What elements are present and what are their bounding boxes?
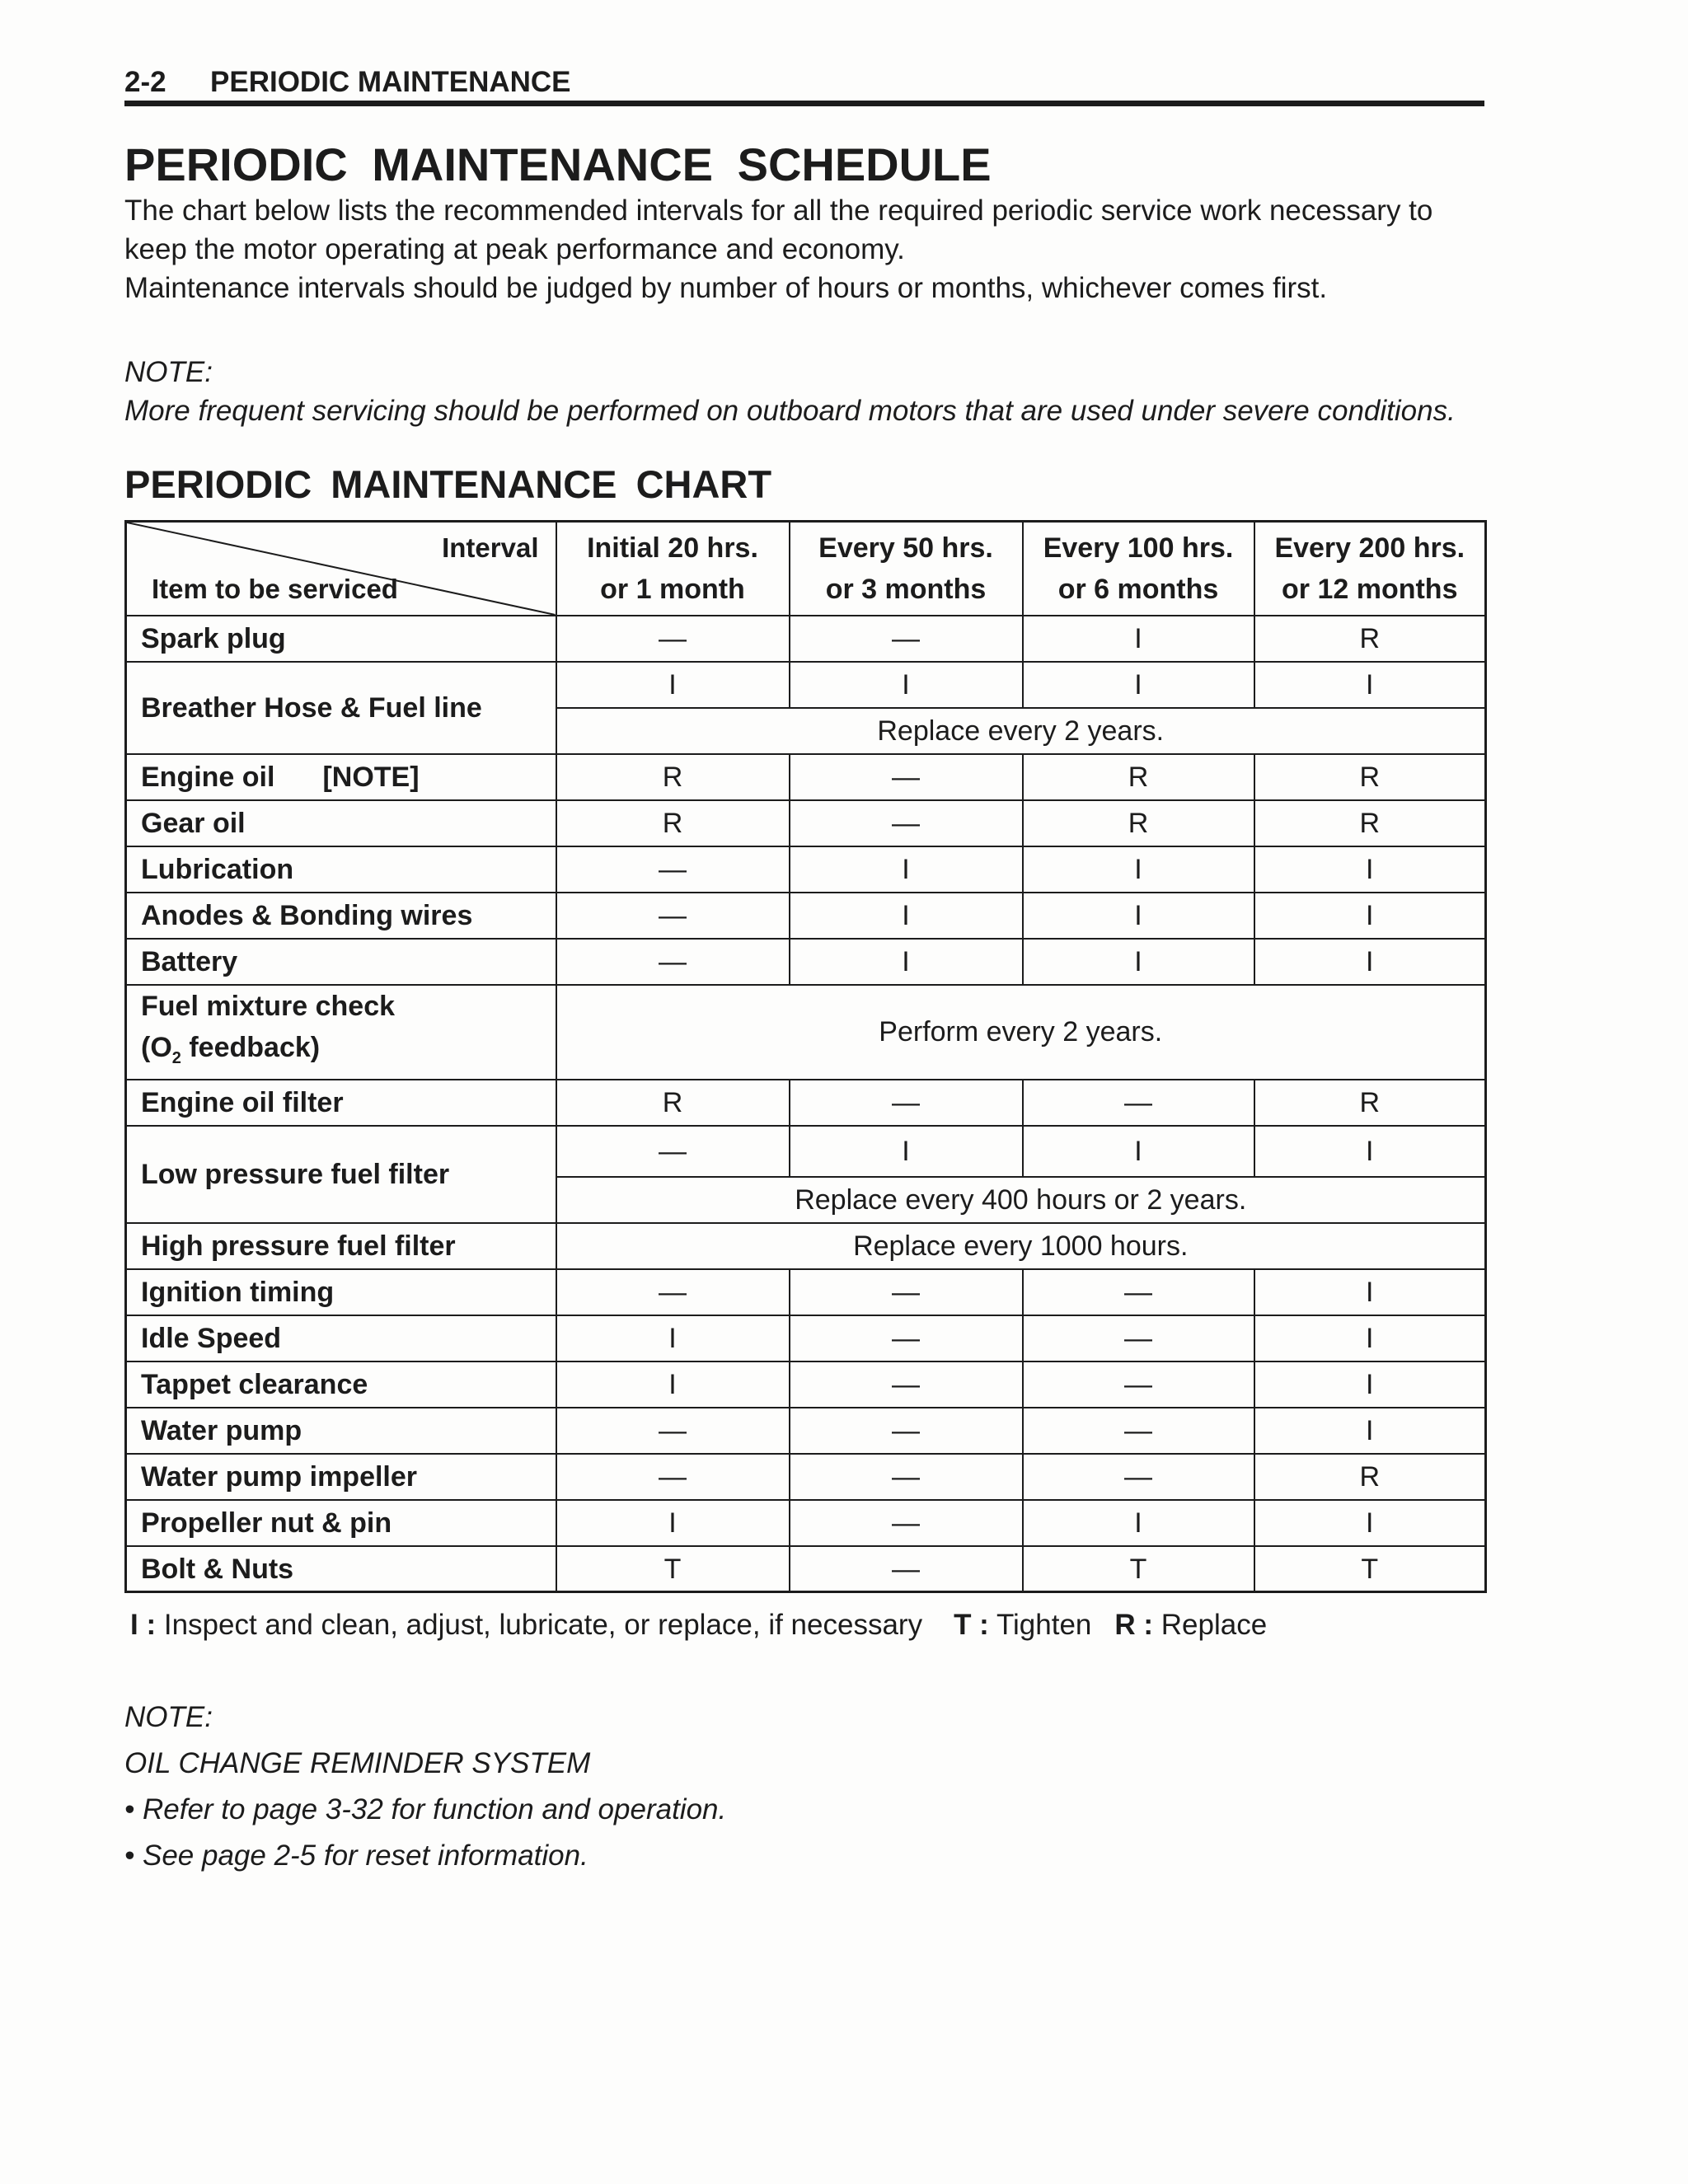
item-label: Low pressure fuel filter — [126, 1126, 556, 1223]
interval-value: R — [1254, 1454, 1486, 1500]
table-legend — [130, 1607, 1267, 1643]
interval-value: — — [556, 939, 790, 985]
interval-value: R — [1023, 754, 1254, 800]
maintenance-table — [124, 520, 1487, 1593]
item-label: Engine oil [NOTE] — [126, 754, 556, 800]
interval-value: I — [1023, 1126, 1254, 1177]
note-label: NOTE: — [124, 356, 213, 388]
table-row — [126, 1080, 1486, 1126]
item-label: Idle Speed — [126, 1315, 556, 1361]
page-title: PERIODIC MAINTENANCE SCHEDULE — [124, 138, 992, 190]
interval-value: — — [556, 1126, 790, 1177]
interval-value: — — [556, 846, 790, 893]
column-header: Every 200 hrs. or 12 months — [1254, 522, 1486, 616]
interval-value: — — [556, 1269, 790, 1315]
interval-value: — — [790, 1546, 1023, 1592]
interval-value: — — [790, 1080, 1023, 1126]
interval-value: — — [790, 1361, 1023, 1408]
interval-value: I — [1254, 846, 1486, 893]
interval-value: — — [790, 800, 1023, 846]
interval-value: — — [1023, 1080, 1254, 1126]
interval-value: — — [556, 1454, 790, 1500]
interval-value: — — [790, 754, 1023, 800]
column-header: Every 100 hrs. or 6 months — [1023, 522, 1254, 616]
item-label: Gear oil — [126, 800, 556, 846]
interval-value: I — [556, 1500, 790, 1546]
column-header: Initial 20 hrs. or 1 month — [556, 522, 790, 616]
interval-value: I — [556, 1361, 790, 1408]
table-row — [126, 616, 1486, 662]
legend-text: Tighten — [996, 1609, 1092, 1641]
item-label: Propeller nut & pin — [126, 1500, 556, 1546]
item-label: Breather Hose & Fuel line — [126, 662, 556, 754]
table-row — [126, 1500, 1486, 1546]
note-item: • See page 2-5 for reset information. — [124, 1840, 588, 1872]
note-text: More frequent servicing should be performed on outboard motors that are used under severe conditions. — [124, 395, 1456, 427]
interval-value: — — [790, 1315, 1023, 1361]
note-oil-change-reminder — [124, 1694, 726, 1879]
table-row — [126, 1408, 1486, 1454]
note-tag: [NOTE] — [322, 762, 420, 793]
table-row — [126, 1269, 1486, 1315]
interval-value: — — [1023, 1454, 1254, 1500]
interval-value: I — [790, 893, 1023, 939]
item-label: Water pump — [126, 1408, 556, 1454]
legend-key: I : — [130, 1609, 157, 1641]
interval-value: — — [1023, 1269, 1254, 1315]
table-row — [126, 1546, 1486, 1592]
corner-item-label: Item to be serviced — [152, 574, 398, 604]
table-row — [126, 1315, 1486, 1361]
corner-interval-label: Interval — [442, 532, 539, 563]
legend-key: T : — [954, 1609, 989, 1641]
item-label: Anodes & Bonding wires — [126, 893, 556, 939]
table-row — [126, 1454, 1486, 1500]
column-header: Every 50 hrs. or 3 months — [790, 522, 1023, 616]
table-row — [126, 1126, 1486, 1177]
interval-value: I — [1023, 846, 1254, 893]
intro-paragraph — [124, 191, 1493, 307]
table-row — [126, 662, 1486, 708]
page-number: 2-2 — [124, 66, 166, 98]
interval-value: T — [1023, 1546, 1254, 1592]
interval-value: I — [1254, 662, 1486, 708]
item-label: Ignition timing — [126, 1269, 556, 1315]
interval-value: I — [1254, 1315, 1486, 1361]
interval-note: Replace every 2 years. — [556, 708, 1486, 754]
note-severe-conditions — [124, 353, 1526, 430]
table-row — [126, 1223, 1486, 1269]
interval-value: R — [1254, 800, 1486, 846]
item-label: Engine oil filter — [126, 1080, 556, 1126]
interval-value: I — [1254, 1408, 1486, 1454]
interval-value: I — [1023, 939, 1254, 985]
interval-value: I — [1023, 616, 1254, 662]
table-row — [126, 846, 1486, 893]
intro-line-2: Maintenance intervals should be judged by number of hours or months, whichever comes first. — [124, 272, 1328, 304]
interval-value: I — [1023, 893, 1254, 939]
interval-value: — — [1023, 1315, 1254, 1361]
interval-value: I — [1254, 1361, 1486, 1408]
item-label: Bolt & Nuts — [126, 1546, 556, 1592]
interval-value: I — [790, 1126, 1023, 1177]
interval-value: R — [556, 1080, 790, 1126]
table-row — [126, 939, 1486, 985]
interval-value: T — [1254, 1546, 1486, 1592]
interval-value: R — [556, 754, 790, 800]
section-title: PERIODIC MAINTENANCE — [210, 66, 571, 98]
note-item: • Refer to page 3-32 for function and operation. — [124, 1793, 727, 1825]
legend-text: Replace — [1160, 1609, 1268, 1641]
interval-value: T — [556, 1546, 790, 1592]
interval-value: R — [1254, 616, 1486, 662]
header-corner-cell — [126, 522, 556, 616]
interval-value: I — [1254, 1126, 1486, 1177]
interval-note: Replace every 1000 hours. — [556, 1223, 1486, 1269]
interval-value: I — [556, 1315, 790, 1361]
legend-text: Inspect and clean, adjust, lubricate, or replace, if necessary — [163, 1609, 923, 1641]
note-label: NOTE: — [124, 1701, 213, 1733]
intro-line-1: The chart below lists the recommended intervals for all the required periodic service work necessary to keep the motor operating at peak performance and economy. — [124, 194, 1433, 265]
interval-value: I — [1254, 939, 1486, 985]
item-label: Battery — [126, 939, 556, 985]
interval-value: — — [1023, 1408, 1254, 1454]
interval-value: R — [1023, 800, 1254, 846]
table-header-row — [126, 522, 1486, 616]
interval-value: — — [790, 616, 1023, 662]
interval-value: — — [790, 1500, 1023, 1546]
table-row — [126, 800, 1486, 846]
interval-value: R — [1254, 754, 1486, 800]
interval-value: — — [790, 1454, 1023, 1500]
running-head — [124, 66, 1484, 106]
interval-value: I — [556, 662, 790, 708]
table-row — [126, 754, 1486, 800]
interval-value: I — [1254, 1500, 1486, 1546]
note-heading: OIL CHANGE REMINDER SYSTEM — [124, 1747, 591, 1779]
item-label: Fuel mixture check ($O_2$ feedback) — [126, 985, 556, 1080]
interval-value: I — [1023, 1500, 1254, 1546]
interval-value: I — [1254, 1269, 1486, 1315]
interval-value: — — [556, 616, 790, 662]
interval-value: I — [790, 939, 1023, 985]
interval-value: I — [790, 662, 1023, 708]
interval-value: I — [1023, 662, 1254, 708]
interval-value: I — [1254, 893, 1486, 939]
table-row — [126, 893, 1486, 939]
item-label: Spark plug — [126, 616, 556, 662]
interval-value: I — [790, 846, 1023, 893]
interval-value: — — [790, 1408, 1023, 1454]
interval-value: R — [556, 800, 790, 846]
item-label: High pressure fuel filter — [126, 1223, 556, 1269]
item-label: Tappet clearance — [126, 1361, 556, 1408]
interval-value: — — [556, 893, 790, 939]
item-label: Water pump impeller — [126, 1454, 556, 1500]
interval-value: R — [1254, 1080, 1486, 1126]
interval-value: — — [790, 1269, 1023, 1315]
interval-note: Replace every 400 hours or 2 years. — [556, 1177, 1486, 1223]
table-row — [126, 1361, 1486, 1408]
interval-note: Perform every 2 years. — [556, 985, 1486, 1080]
legend-key: R : — [1114, 1609, 1154, 1641]
interval-value: — — [1023, 1361, 1254, 1408]
chart-title: PERIODIC MAINTENANCE CHART — [124, 462, 772, 506]
interval-value: — — [556, 1408, 790, 1454]
table-row — [126, 985, 1486, 1080]
item-label: Lubrication — [126, 846, 556, 893]
